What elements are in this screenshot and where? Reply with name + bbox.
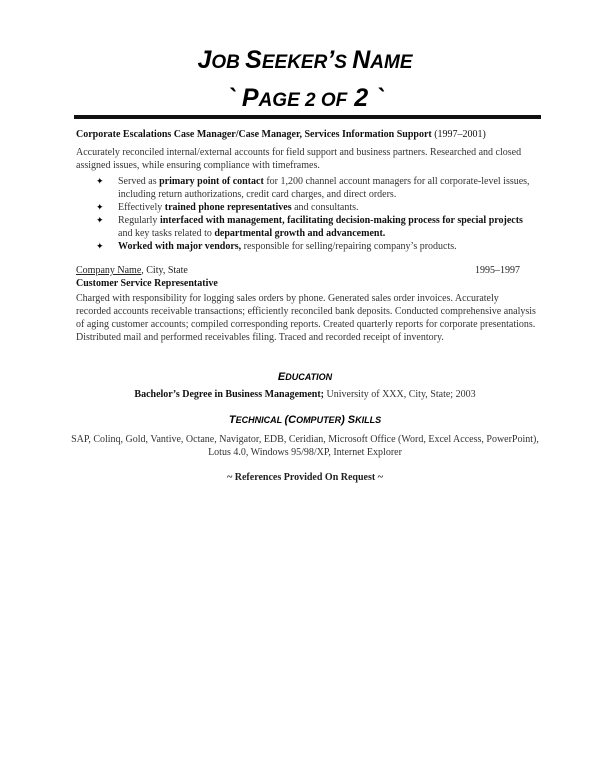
heading-part: ECHNICAL [235,415,285,425]
header-divider [74,115,541,119]
skills-heading [0,413,610,427]
title-letter: J [197,46,212,74]
four-point-star-icon: ✦ [96,241,104,251]
title-apostrophe: ’ [327,46,335,74]
bullet-text: and consultants. [291,202,359,213]
job-bullet-list [96,175,536,253]
bullet-bold: primary point of contact [159,176,264,187]
page-number-title [0,84,610,115]
job-seeker-name-title [0,46,610,77]
heading-letter: (C [284,414,297,426]
company-line [76,264,536,277]
references-note: ~ References Provided On Request ~ [227,472,383,483]
education-line [70,388,540,401]
title-part: OB [211,52,246,73]
title-letter: S [245,46,262,74]
bullet-bold: interfaced with management, facilitating decision-making process for special projects [159,215,523,226]
bullet-text: Effectively [118,202,165,213]
job-description: Accurately reconciled internal/external accounts for field support and business partners. Researched and closed assigned issues, while ensuring compliance with timeframes. [76,147,522,171]
title-part: AME [370,52,413,73]
job-years: (1997–2001) [431,129,486,140]
four-point-star-icon: ✦ [96,176,104,186]
skills-list: SAP, Colinq, Gold, Vantive, Octane, Navigator, EDB, Ceridian, Microsoft Office (Word, Excel Access, PowerPoint), Lotus 4.0, Windows 95/98/XP, Internet Explorer [71,434,539,458]
heading-letter: ) S [341,414,356,426]
heading-letter: T [228,414,236,426]
company-location: , City, State [141,265,188,276]
role-title: Customer Service Representative [76,278,218,289]
title-part: EEKER [261,52,328,73]
title-letter: P [241,84,259,112]
bullet-text: for 1,200 channel account managers for all corporate-level issues, including return authorizations, credit card charges, and direct orders. [118,176,530,200]
title-letter: N [352,46,371,74]
school: University of XXX, City, State; 2003 [324,389,476,400]
list-item [96,240,536,253]
bullet-bold: trained phone representatives [164,202,292,213]
role-description: Charged with responsibility for logging sales orders by phone. Generated sales order invoices. Accurately recorded accounts receivable transactions; efficiently reconciled bank deposits. Conducted comprehensive analysis of aging customer accounts; compiled corresponding reports. Created quarterly reports for corporate presentations. Distributed mail and performed receivables filing. Traced and recorded receipt of inventory. [76,293,536,343]
bullet-text: Regularly [118,215,160,226]
degree: Bachelor’s Degree in Business Management; [134,389,325,400]
title-part: 2 ` [347,84,384,112]
four-point-star-icon: ✦ [96,215,104,225]
list-item [96,175,536,201]
heading-part: KILLS [355,415,382,425]
heading-part: DUCATION [285,372,333,382]
heading-letter: E [277,371,286,383]
company-dates: 1995–1997 [475,265,520,276]
title-part: OF [320,90,348,111]
education-heading [0,370,610,384]
title-part: S [334,52,353,73]
list-item [96,214,536,240]
title-part: ` [226,84,242,112]
title-part: AGE 2 [258,90,321,111]
bullet-text: responsible for selling/repairing company’s products. [241,241,457,252]
four-point-star-icon: ✦ [96,202,104,212]
list-item [96,201,536,214]
job-heading [76,128,536,141]
company-name: Company Name [76,265,142,276]
job-title: Corporate Escalations Case Manager/Case Manager, Services Information Support [76,129,432,140]
bullet-bold: departmental growth and advancement. [214,228,386,239]
bullet-bold: Worked with major vendors, [118,241,242,252]
bullet-text: and key tasks related to [118,228,215,239]
bullet-text: Served as [118,176,160,187]
heading-part: OMPUTER [296,415,342,425]
